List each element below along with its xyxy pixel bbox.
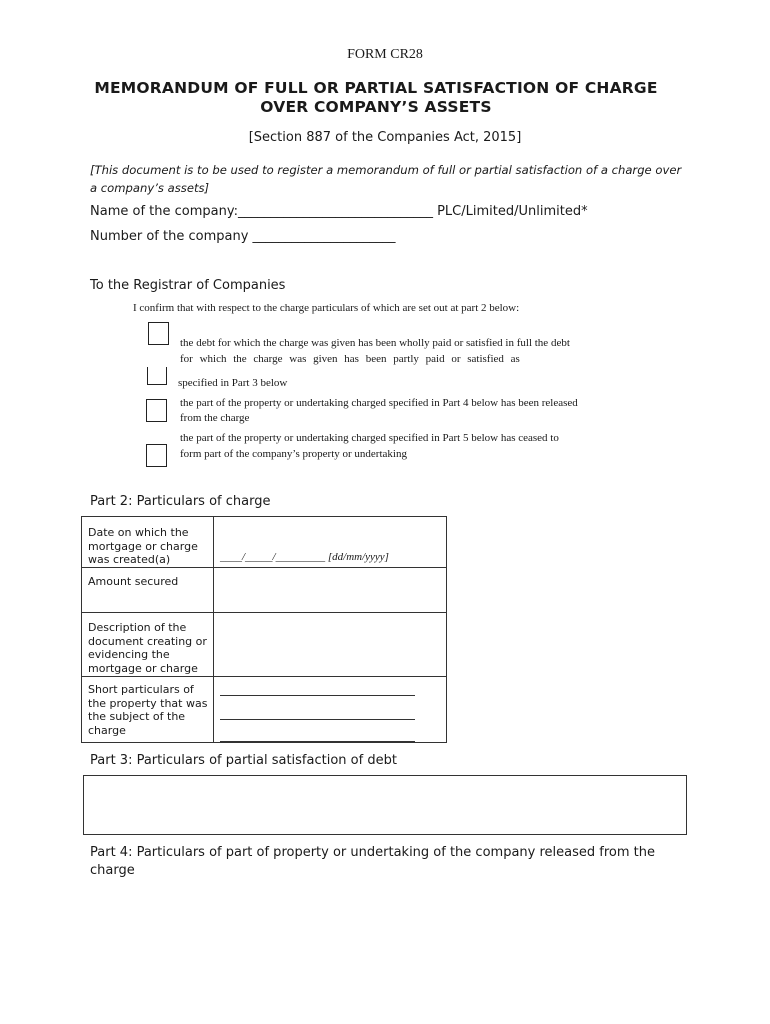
option-wholly-paid-text: the debt for which the charge was given has been wholly paid or satisfied in full the debt <box>180 337 570 349</box>
form-code: FORM CR28 <box>347 47 423 62</box>
option-released-text-cont: from the charge <box>180 412 250 424</box>
part2-heading: Part 2: Particulars of charge <box>90 494 271 509</box>
option-ceased-text: the part of the property or undertaking charged specified in Part 5 below has ceased to <box>180 432 559 444</box>
property-particulars-label: Short particulars of the property that was the subject of the charge <box>88 683 208 737</box>
date-created-field[interactable] <box>220 551 389 563</box>
column-divider <box>213 517 214 742</box>
part4-heading: Part 4: Particulars of part of property or undertaking of the company released from the charge <box>90 845 655 878</box>
option-released-text: the part of the property or undertaking charged specified in Part 4 below has been released <box>180 397 578 409</box>
property-ceased-checkbox[interactable] <box>146 444 167 467</box>
row-divider <box>82 676 446 677</box>
registrar-addressee: To the Registrar of Companies <box>90 278 286 293</box>
document-description-field[interactable] <box>220 614 445 674</box>
wholly-paid-checkbox[interactable] <box>148 322 169 345</box>
section-reference: [Section 887 of the Companies Act, 2015] <box>248 130 522 145</box>
option-ceased-text-cont: form part of the company’s property or undertaking <box>180 448 407 460</box>
option-partly-paid-text: for which the charge was given has been partly paid or satisfied as <box>180 353 520 365</box>
row-divider <box>82 612 446 613</box>
confirmation-statement: I confirm that with respect to the charge particulars of which are set out at part 2 below: <box>133 302 520 314</box>
charge-particulars-table <box>81 516 447 743</box>
document-description-label: Description of the document creating or evidencing the mortgage or charge <box>88 621 207 675</box>
property-particulars-line-3[interactable] <box>220 741 415 742</box>
form-title-line-1: MEMORANDUM OF FULL OR PARTIAL SATISFACTION OF CHARGE <box>94 79 658 97</box>
intro-note-line-2: a company’s assets] <box>90 181 210 195</box>
amount-secured-field[interactable] <box>220 569 445 611</box>
property-released-checkbox[interactable] <box>146 399 167 422</box>
form-title-line-2: OVER COMPANY’S ASSETS <box>260 98 492 116</box>
company-number-field[interactable]: Number of the company ______________________ <box>90 229 396 244</box>
partly-paid-checkbox[interactable] <box>147 367 167 385</box>
property-particulars-line-2[interactable] <box>220 719 415 720</box>
date-created-label: Date on which the mortgage or charge was created(a) <box>88 526 198 567</box>
partial-satisfaction-field[interactable] <box>83 775 687 835</box>
option-partly-paid-text-cont: specified in Part 3 below <box>178 377 288 389</box>
company-name-field[interactable]: Name of the company:______________________________ PLC/Limited/Unlimited* <box>90 204 588 219</box>
amount-secured-label: Amount secured <box>88 575 179 588</box>
intro-note-line-1: [This document is to be used to register a memorandum of full or partial satisfaction of a charge over <box>90 163 682 177</box>
property-particulars-line-1[interactable] <box>220 695 415 696</box>
part3-heading: Part 3: Particulars of partial satisfaction of debt <box>90 753 397 768</box>
row-divider <box>82 567 446 568</box>
date-format-hint: ____/_____/_________ [dd/mm/yyyy] <box>220 551 389 563</box>
